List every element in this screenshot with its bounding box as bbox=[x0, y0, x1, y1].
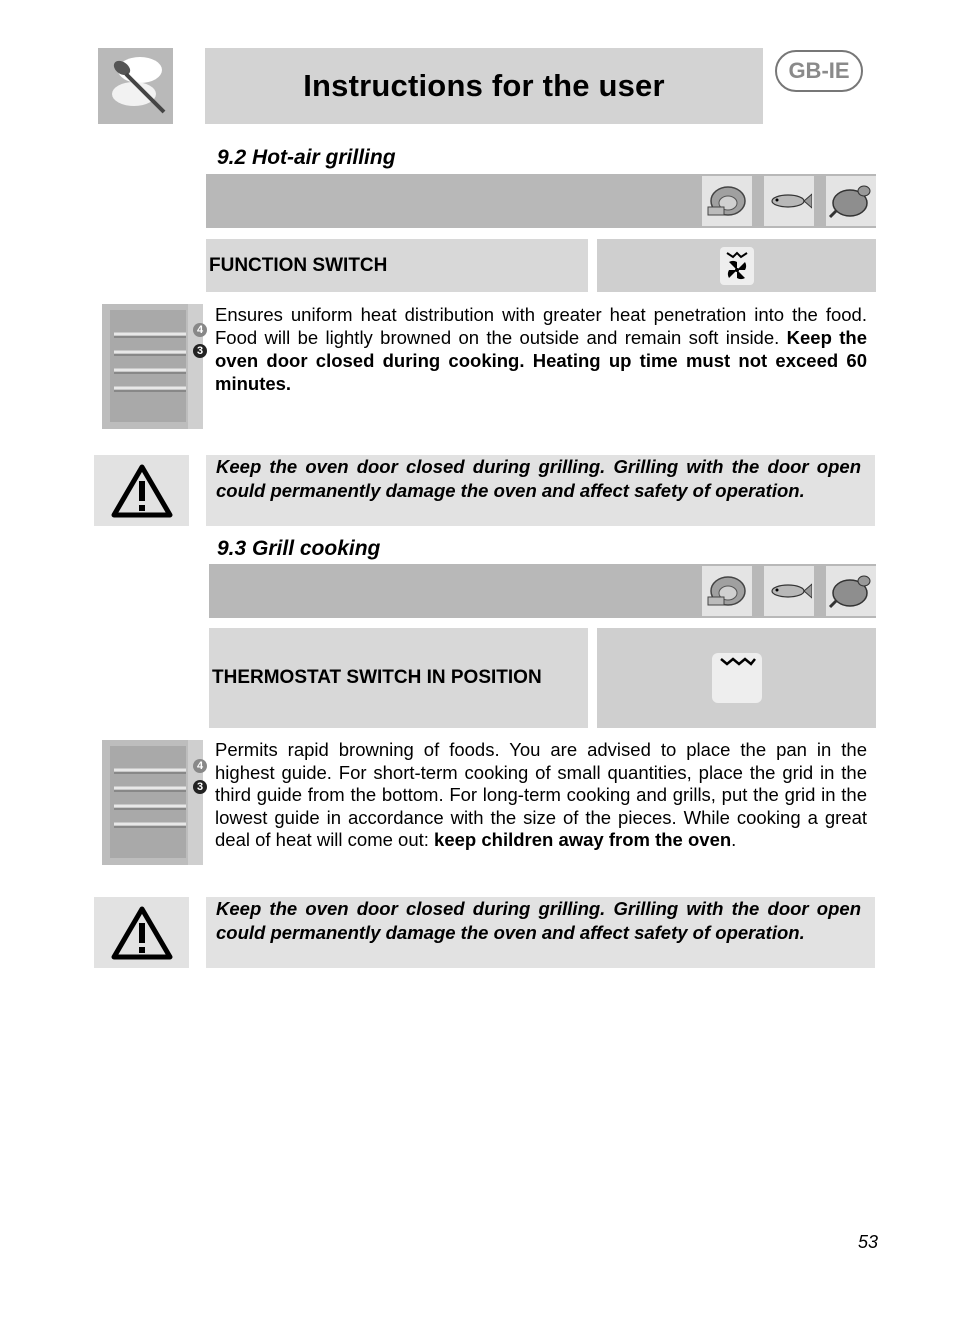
warning-icon-box bbox=[94, 455, 189, 526]
description-bold-text: Keep the oven door closed during cooking. Heating up time must not exceed 60 minutes. bbox=[215, 327, 867, 394]
description-text: Permits rapid browning of foods. You are advised to place the pan in the highest guide. For short-term cooking of small quantities, place the grid in the third guide from the bottom. For long-term cooking and grills, put the grid in the lowest guide in accordance with the size of the pieces. While cooking a great deal of heat will come out: bbox=[215, 739, 867, 850]
food-icons bbox=[690, 176, 876, 226]
header-bar bbox=[205, 48, 763, 124]
page-title: Instructions for the user bbox=[303, 68, 665, 103]
meat-icon bbox=[702, 566, 752, 616]
guide-number-badge: 3 bbox=[193, 780, 207, 794]
thermostat-switch-label-box bbox=[209, 628, 588, 728]
fish-icon bbox=[764, 566, 814, 616]
fish-icon bbox=[764, 176, 814, 226]
description-end: . bbox=[731, 829, 737, 850]
warning-box bbox=[206, 455, 875, 526]
function-switch-label: FUNCTION SWITCH bbox=[209, 254, 388, 276]
warning-text: Keep the oven door closed during grilling. Grilling with the door open could permanently damage the oven and affect safety of operation. bbox=[216, 898, 861, 943]
food-type-bar bbox=[209, 564, 876, 618]
food-type-bar bbox=[206, 174, 876, 228]
poultry-icon bbox=[826, 566, 876, 616]
chef-spoon-logo-icon bbox=[98, 48, 173, 124]
section-title-grill-cooking: 9.3 Grill cooking bbox=[217, 537, 381, 560]
warning-text: Keep the oven door closed during grilling. Grilling with the door open could permanently damage the oven and affect safety of operation. bbox=[216, 456, 861, 501]
grill-element-symbol-icon bbox=[712, 653, 762, 703]
meat-icon bbox=[702, 176, 752, 226]
section-title-hot-air-grilling: 9.2 Hot-air grilling bbox=[217, 146, 396, 169]
food-icons bbox=[690, 566, 876, 616]
language-badge: GB-IE bbox=[775, 50, 863, 92]
description-bold-text: keep children away from the oven bbox=[434, 829, 732, 850]
function-switch-symbol-box bbox=[597, 239, 876, 292]
description-text: Ensures uniform heat distribution with greater heat penetration into the food. Food will be lightly browned on the outside and remain soft inside. bbox=[215, 304, 867, 348]
oven-guides-image bbox=[102, 740, 203, 865]
guide-number-badge: 4 bbox=[193, 759, 207, 773]
fan-grill-symbol-icon bbox=[720, 247, 754, 285]
page-number: 53 bbox=[858, 1232, 879, 1252]
warning-triangle-icon bbox=[110, 463, 174, 519]
warning-icon-box bbox=[94, 897, 189, 968]
grill-cooking-description bbox=[215, 739, 867, 852]
thermostat-symbol-box bbox=[597, 628, 876, 728]
guide-number-badge: 3 bbox=[193, 344, 207, 358]
function-switch-label-box bbox=[206, 239, 588, 292]
poultry-icon bbox=[826, 176, 876, 226]
warning-box bbox=[206, 897, 875, 968]
hot-air-grilling-description bbox=[215, 303, 867, 395]
warning-triangle-icon bbox=[110, 905, 174, 961]
thermostat-switch-label: THERMOSTAT SWITCH IN POSITION bbox=[212, 667, 542, 688]
oven-guides-image bbox=[102, 304, 203, 429]
guide-number-badge: 4 bbox=[193, 323, 207, 337]
